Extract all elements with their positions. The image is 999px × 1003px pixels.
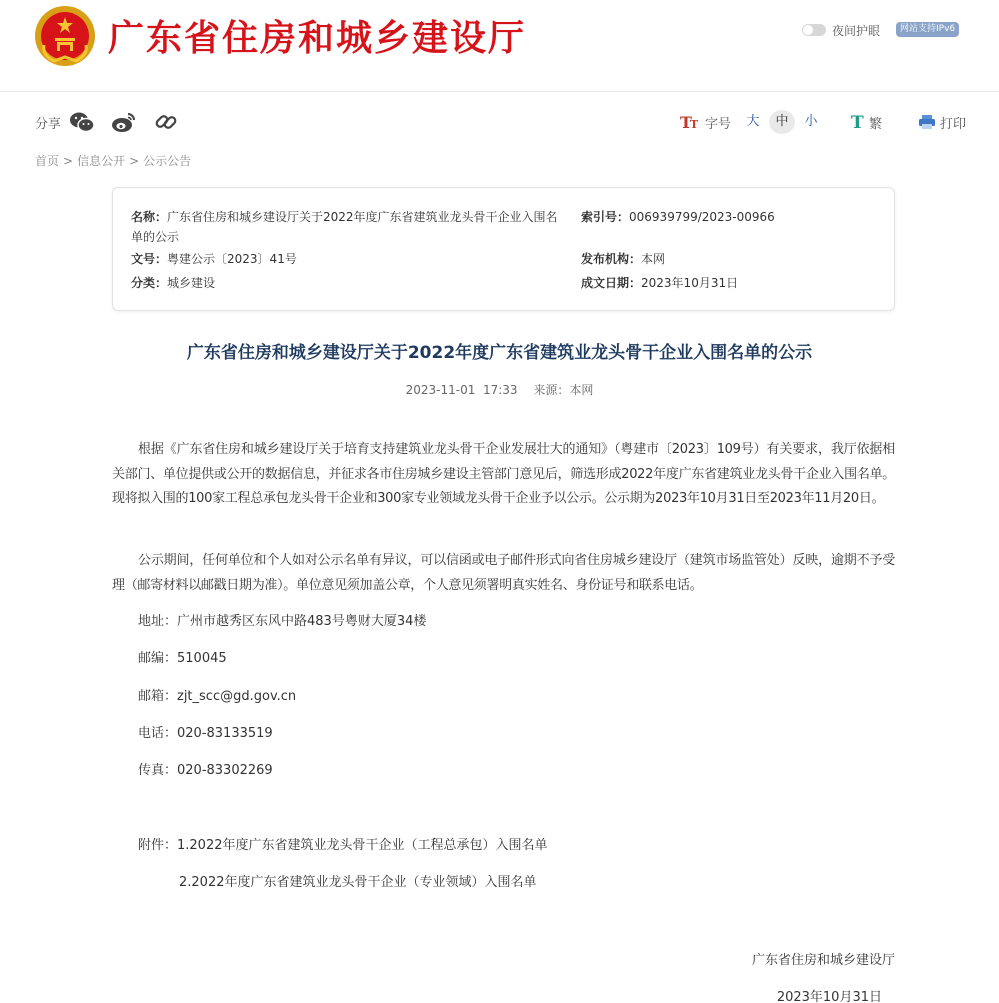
article-toolbar (0, 104, 999, 140)
share-label: 分享 (35, 117, 62, 132)
meta-publisher-label: 发布机构： (581, 252, 642, 266)
meta-publisher (581, 249, 665, 269)
ipv6-badge: 网站支持IPv6 (896, 22, 959, 37)
svg-text:T: T (690, 118, 699, 131)
article-body (112, 549, 895, 598)
meta-name-value: 广东省住房和城乡建设厅关于2022年度广东省建筑业龙头骨干企业入围名单的公示 (131, 210, 558, 244)
site-header (0, 0, 999, 92)
meta-date-value: 2023年10月31日 (641, 276, 739, 290)
signature-date: 2023年10月31日 (776, 990, 882, 1003)
breadcrumb-separator: > (129, 154, 140, 168)
font-size-large[interactable]: 大 (746, 114, 760, 129)
meta-index (581, 207, 775, 227)
site-title[interactable]: 广东省住房和城乡建设厅 (108, 17, 527, 59)
night-mode-toggle[interactable] (802, 21, 880, 39)
printer-icon (918, 114, 936, 130)
breadcrumb-home[interactable]: 首页 (35, 154, 60, 168)
traditional-t-icon (850, 113, 866, 131)
article-source: 来源：本网 (533, 383, 594, 397)
article-info (0, 381, 999, 398)
article-body (112, 438, 895, 512)
publish-time: 2023-11-01 17:33 (405, 383, 518, 397)
print-label: 打印 (940, 116, 967, 132)
toggle-switch-icon[interactable] (802, 24, 826, 36)
article-paragraph: 公示期间，任何单位和个人如对公示名单有异议，可以信函或电子邮件形式向省住房城乡建设厅（建筑市场监管处）反映，逾期不予受理（邮寄材料以邮戳日期为准）。单位意见须加盖公章，个人意见须署明真实姓名、身份证号和联系电话。 (112, 553, 895, 593)
traditional-label: 繁 (869, 116, 883, 132)
meta-name-label: 名称： (131, 210, 168, 224)
contact-email: 邮箱：zjt_scc@gd.gov.cn (138, 689, 297, 704)
traditional-chinese-button[interactable] (850, 110, 882, 134)
meta-index-value: 006939799/2023-00966 (629, 210, 775, 224)
contact-fax: 传真：020-83302269 (138, 763, 273, 778)
meta-category (131, 273, 215, 293)
meta-name (131, 207, 561, 247)
meta-date-label: 成文日期： (581, 276, 642, 290)
font-size-small[interactable]: 小 (804, 114, 818, 129)
article-title: 广东省住房和城乡建设厅关于2022年度广东省建筑业龙头骨干企业入围名单的公示 (186, 343, 813, 363)
breadcrumb (35, 152, 191, 169)
wechat-icon[interactable] (68, 108, 96, 136)
contact-address: 地址：广州市越秀区东风中路483号粤财大厦34楼 (138, 614, 427, 629)
document-meta-box (112, 187, 895, 311)
meta-docno-value: 粤建公示〔2023〕41号 (167, 252, 297, 266)
signature-org: 广东省住房和城乡建设厅 (751, 953, 895, 968)
font-size-icon (680, 113, 702, 131)
meta-category-label: 分类： (131, 276, 168, 290)
link-icon[interactable] (152, 108, 180, 136)
font-size-label: 字号 (705, 116, 732, 132)
night-mode-label: 夜间护眼 (832, 23, 881, 38)
meta-index-label: 索引号： (581, 210, 630, 224)
contact-postcode: 邮编：510045 (138, 651, 227, 666)
national-emblem-icon[interactable] (34, 5, 96, 67)
weibo-icon[interactable] (110, 108, 138, 136)
svg-text:T: T (851, 113, 864, 131)
font-size-medium[interactable]: 中 (769, 110, 795, 134)
attachment-link-1[interactable]: 附件：1.2022年度广东省建筑业龙头骨干企业（工程总承包）入围名单 (138, 838, 548, 853)
svg-text:T: T (680, 113, 692, 131)
attachment-link-2[interactable]: 2.2022年度广东省建筑业龙头骨干企业（专业领域）入围名单 (179, 875, 537, 890)
article-paragraph: 根据《广东省住房和城乡建设厅关于培育支持建筑业龙头骨干企业发展壮大的通知》（粤建市〔2023〕109号）有关要求，我厅依据相关部门、单位提供或公开的数据信息，并征求各市住房城乡建设主管部门意见后，筛选形成2022年度广东省建筑业龙头骨干企业入围名单。现将拟入围的100家工程总承包龙头骨干企业和300家专业领域龙头骨干企业予以公示。公示期为2023年10月31日至2023年11月20日。 (112, 442, 895, 506)
breadcrumb-notice[interactable]: 公示公告 (143, 154, 192, 168)
meta-docno-label: 文号： (131, 252, 168, 266)
meta-docno (131, 249, 297, 269)
contact-phone: 电话：020-83133519 (138, 726, 273, 741)
print-button[interactable] (918, 110, 966, 134)
meta-category-value: 城乡建设 (167, 276, 216, 290)
font-size-control (680, 110, 824, 134)
breadcrumb-separator: > (63, 154, 74, 168)
meta-publisher-value: 本网 (641, 252, 666, 266)
breadcrumb-info-public[interactable]: 信息公开 (77, 154, 126, 168)
meta-date (581, 273, 738, 293)
